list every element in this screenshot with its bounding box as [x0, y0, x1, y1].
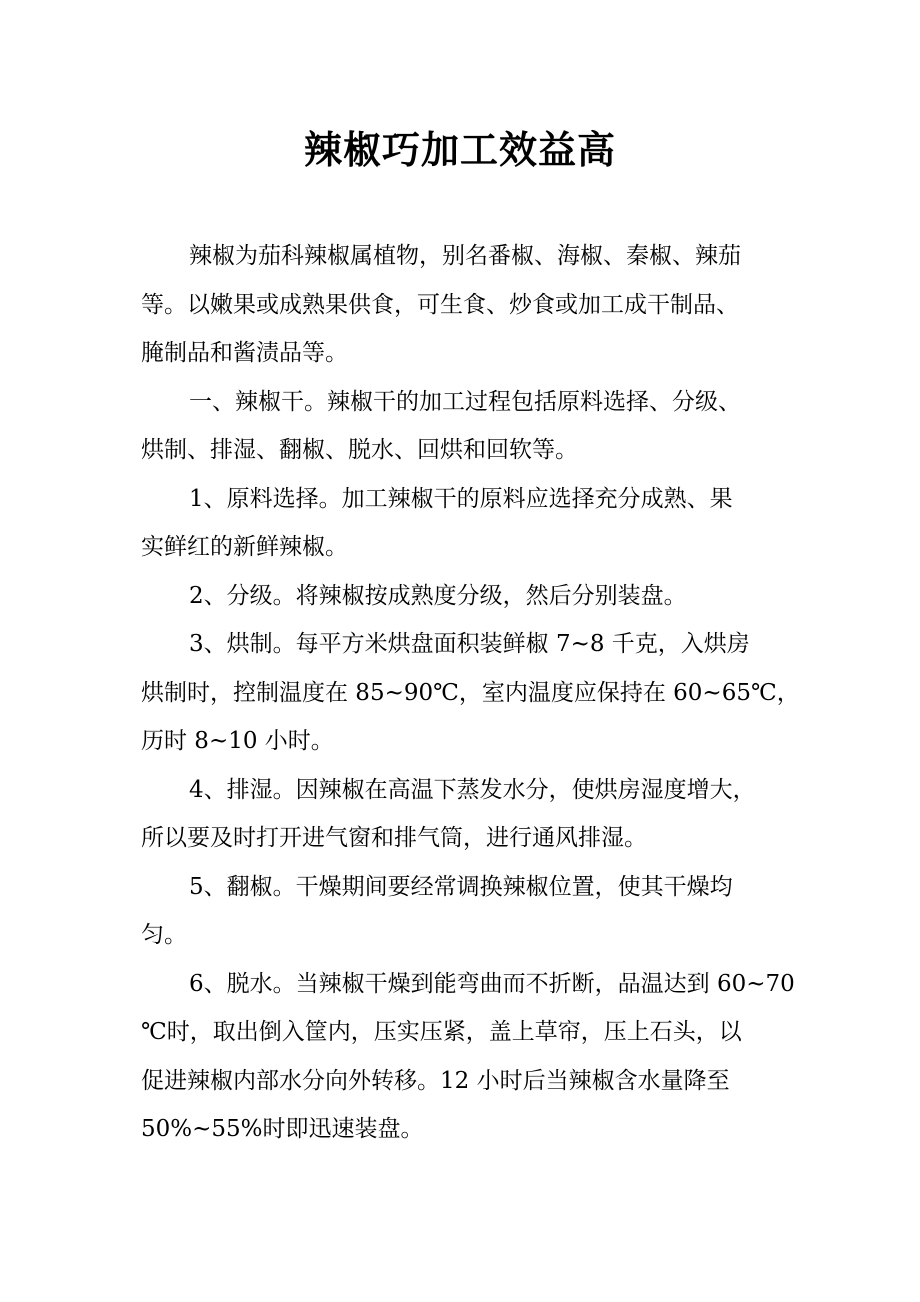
paragraph-line: 烘制、排湿、翻椒、脱水、回烘和回软等。	[141, 437, 578, 463]
paragraph-line: 历时 8~10 小时。	[141, 728, 334, 754]
paragraph-line: 腌制品和酱渍品等。	[141, 340, 348, 366]
paragraph-line: 烘制时，控制温度在 85~90℃，室内温度应保持在 60~65℃，	[141, 679, 800, 706]
paragraph-line: 所以要及时打开进气窗和排气筒，进行通风排湿。	[141, 825, 647, 851]
paragraph-line: 实鲜红的新鲜辣椒。	[141, 534, 348, 560]
paragraph-line: 4、排湿。因辣椒在高温下蒸发水分，使烘房湿度增大，	[189, 776, 756, 803]
paragraph-line: 3、烘制。每平方米烘盘面积装鲜椒 7~8 千克，入烘房	[189, 631, 750, 657]
paragraph-line: 6、脱水。当辣椒干燥到能弯曲而不折断，品温达到 60~70	[189, 970, 795, 997]
paragraph-line: 50%~55%时即迅速装盘。	[141, 1116, 424, 1142]
paragraph-line: ℃时，取出倒入筐内，压实压紧，盖上草帘，压上石头，以	[141, 1019, 742, 1045]
paragraph-line: 2、分级。将辣椒按成熟度分级，然后分别装盘。	[189, 582, 687, 609]
paragraph-line: 1、原料选择。加工辣椒干的原料应选择充分成熟、果	[189, 485, 733, 512]
document-body	[141, 232, 811, 1154]
paragraph-line: 一、辣椒干。辣椒干的加工过程包括原料选择、分级、	[189, 388, 741, 415]
paragraph-line: 匀。	[141, 922, 187, 948]
document-title: 辣椒巧加工效益高	[303, 127, 616, 172]
paragraph-line: 5、翻椒。干燥期间要经常调换辣椒位置，使其干燥均	[189, 873, 733, 900]
paragraph-line: 辣椒为茄科辣椒属植物，别名番椒、海椒、秦椒、辣茄	[189, 243, 741, 269]
paragraph-line: 促进辣椒内部水分向外转移。12 小时后当辣椒含水量降至	[141, 1067, 730, 1094]
paragraph-line: 等。以嫩果或成熟果供食，可生食、炒食或加工成干制品、	[141, 291, 739, 318]
